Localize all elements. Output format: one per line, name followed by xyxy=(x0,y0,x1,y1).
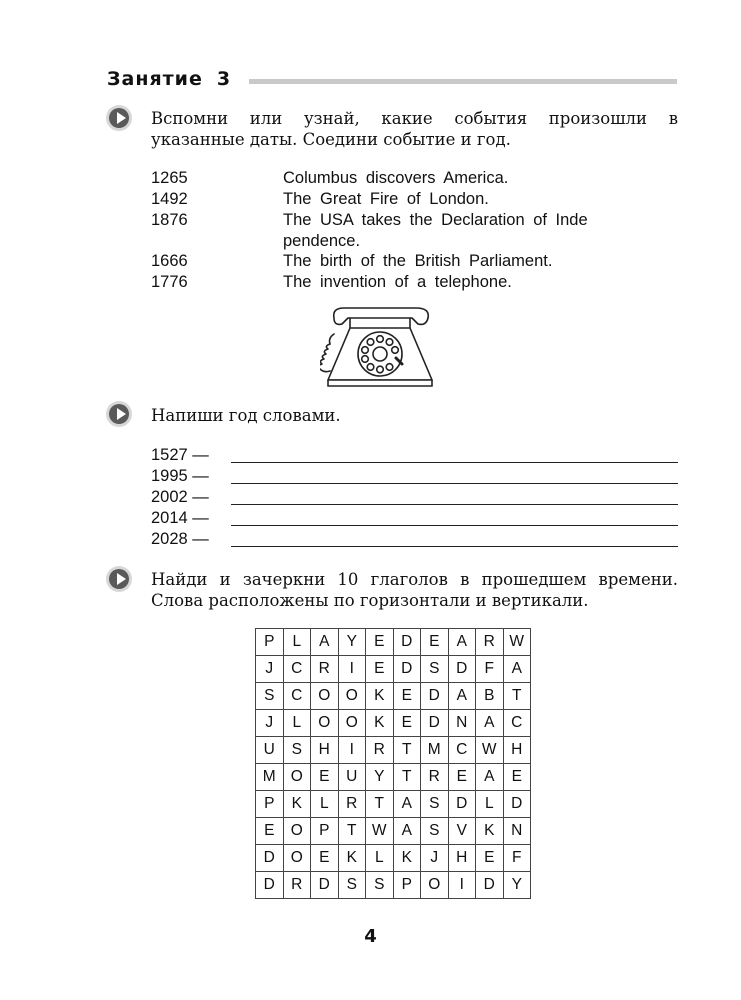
grid-cell[interactable]: D xyxy=(256,872,284,899)
grid-cell[interactable]: Y xyxy=(338,629,366,656)
grid-cell[interactable]: E xyxy=(421,629,449,656)
grid-cell[interactable]: O xyxy=(338,683,366,710)
grid-row xyxy=(256,683,531,710)
grid-cell[interactable]: R xyxy=(366,737,394,764)
list-item xyxy=(151,466,678,487)
event-text: Columbus discovers America. xyxy=(283,169,509,187)
grid-cell[interactable]: W xyxy=(503,629,531,656)
grid-cell[interactable]: C xyxy=(503,710,531,737)
year-label: 1995 — xyxy=(151,467,209,485)
lesson-title xyxy=(107,68,231,90)
lesson-word: Занятие xyxy=(107,68,203,90)
grid-cell[interactable]: J xyxy=(256,710,284,737)
grid-cell[interactable]: S xyxy=(421,791,449,818)
grid-cell[interactable]: C xyxy=(283,656,311,683)
grid-cell[interactable]: N xyxy=(503,818,531,845)
grid-cell[interactable]: E xyxy=(311,764,339,791)
grid-cell[interactable]: A xyxy=(448,629,476,656)
year-label: 1876 xyxy=(151,211,188,229)
grid-cell[interactable]: O xyxy=(283,764,311,791)
answer-line[interactable] xyxy=(231,483,678,484)
grid-cell[interactable]: K xyxy=(338,845,366,872)
play-circle-icon xyxy=(106,566,132,592)
grid-cell[interactable]: L xyxy=(311,791,339,818)
event-text: The invention of a telephone. xyxy=(283,273,512,291)
list-item xyxy=(151,487,678,508)
grid-cell[interactable]: L xyxy=(283,629,311,656)
grid-cell[interactable]: B xyxy=(476,683,504,710)
task2-instruction: Напиши год словами. xyxy=(151,406,341,425)
list-item xyxy=(151,529,678,550)
grid-cell[interactable]: A xyxy=(448,683,476,710)
grid-cell[interactable]: O xyxy=(421,872,449,899)
grid-cell[interactable]: U xyxy=(338,764,366,791)
task1-instruction: Вспомни или узнай, какие события произошли в указанные даты. Соедини событие и год. xyxy=(151,109,678,149)
grid-cell[interactable]: D xyxy=(256,845,284,872)
task3-instruction: Найди и зачеркни 10 глаголов в прошедшем времени. Слова расположены по горизонтали и вертикали. xyxy=(151,570,678,610)
grid-cell[interactable]: P xyxy=(256,791,284,818)
grid-row xyxy=(256,710,531,737)
grid-row xyxy=(256,872,531,899)
rotary-telephone-icon xyxy=(320,304,438,393)
page-number: 4 xyxy=(364,926,377,947)
grid-cell[interactable]: A xyxy=(393,791,421,818)
grid-cell[interactable]: O xyxy=(283,818,311,845)
play-circle-icon xyxy=(106,401,132,427)
grid-cell[interactable]: E xyxy=(393,683,421,710)
grid-cell[interactable]: R xyxy=(338,791,366,818)
grid-cell[interactable]: P xyxy=(256,629,284,656)
grid-cell[interactable]: R xyxy=(476,629,504,656)
grid-cell[interactable]: K xyxy=(476,818,504,845)
grid-cell[interactable]: K xyxy=(393,845,421,872)
grid-cell[interactable]: A xyxy=(311,629,339,656)
grid-cell[interactable]: C xyxy=(448,737,476,764)
grid-cell[interactable]: E xyxy=(393,710,421,737)
grid-cell[interactable]: E xyxy=(366,629,394,656)
word-search-grid xyxy=(255,628,531,899)
grid-cell[interactable]: C xyxy=(283,683,311,710)
event-text: The USA takes the Declaration of Inde pendence. xyxy=(283,211,588,250)
grid-cell[interactable]: T xyxy=(366,791,394,818)
grid-row xyxy=(256,764,531,791)
lesson-number: 3 xyxy=(216,68,232,90)
grid-cell[interactable]: R xyxy=(283,872,311,899)
header-divider xyxy=(249,79,677,84)
year-label: 2002 — xyxy=(151,488,209,506)
grid-cell[interactable]: I xyxy=(448,872,476,899)
grid-cell[interactable]: Y xyxy=(366,764,394,791)
answer-line[interactable] xyxy=(231,546,678,547)
grid-cell[interactable]: L xyxy=(366,845,394,872)
grid-cell[interactable]: H xyxy=(448,845,476,872)
grid-cell[interactable]: E xyxy=(311,845,339,872)
grid-cell[interactable]: D xyxy=(311,872,339,899)
grid-cell[interactable]: S xyxy=(338,872,366,899)
grid-row xyxy=(256,656,531,683)
grid-row xyxy=(256,737,531,764)
list-item xyxy=(151,508,678,529)
grid-cell[interactable]: K xyxy=(366,710,394,737)
grid-cell[interactable]: T xyxy=(338,818,366,845)
grid-cell[interactable]: I xyxy=(338,737,366,764)
answer-line[interactable] xyxy=(231,525,678,526)
grid-cell[interactable]: E xyxy=(448,764,476,791)
grid-cell[interactable]: D xyxy=(421,710,449,737)
grid-cell[interactable]: N xyxy=(448,710,476,737)
year-label: 2014 — xyxy=(151,509,209,527)
grid-row xyxy=(256,629,531,656)
grid-cell[interactable]: O xyxy=(283,845,311,872)
grid-cell[interactable]: K xyxy=(366,683,394,710)
grid-cell[interactable]: W xyxy=(476,737,504,764)
grid-cell[interactable]: U xyxy=(256,737,284,764)
answer-line[interactable] xyxy=(231,462,678,463)
grid-cell[interactable]: O xyxy=(311,710,339,737)
grid-cell[interactable]: T xyxy=(503,683,531,710)
grid-cell[interactable]: D xyxy=(393,629,421,656)
grid-cell[interactable]: O xyxy=(311,683,339,710)
grid-cell[interactable]: D xyxy=(421,683,449,710)
grid-cell[interactable]: J xyxy=(421,845,449,872)
grid-cell[interactable]: D xyxy=(448,791,476,818)
grid-cell[interactable]: F xyxy=(503,845,531,872)
grid-cell[interactable]: S xyxy=(366,872,394,899)
answer-line[interactable] xyxy=(231,504,678,505)
grid-cell[interactable]: V xyxy=(448,818,476,845)
grid-cell[interactable]: W xyxy=(366,818,394,845)
grid-cell[interactable]: R xyxy=(311,656,339,683)
grid-cell[interactable]: I xyxy=(338,656,366,683)
grid-cell[interactable]: A xyxy=(476,764,504,791)
play-circle-icon xyxy=(106,105,132,131)
year-label: 2028 — xyxy=(151,530,209,548)
grid-cell[interactable]: D xyxy=(503,791,531,818)
grid-cell[interactable]: P xyxy=(311,818,339,845)
year-writing-list xyxy=(151,445,678,550)
grid-cell[interactable]: M xyxy=(256,764,284,791)
event-text: The birth of the British Parliament. xyxy=(283,252,553,270)
grid-cell[interactable]: A xyxy=(476,710,504,737)
grid-cell[interactable]: S xyxy=(283,737,311,764)
lesson-header xyxy=(107,68,677,98)
grid-cell[interactable]: T xyxy=(393,764,421,791)
grid-cell[interactable]: E xyxy=(503,764,531,791)
grid-cell[interactable]: L xyxy=(283,710,311,737)
year-label: 1666 xyxy=(151,252,188,270)
grid-cell[interactable]: T xyxy=(393,737,421,764)
grid-cell[interactable]: E xyxy=(476,845,504,872)
grid-cell[interactable]: S xyxy=(256,683,284,710)
grid-cell[interactable]: J xyxy=(256,656,284,683)
grid-cell[interactable]: P xyxy=(393,872,421,899)
event-text: The Great Fire of London. xyxy=(283,190,489,208)
grid-cell[interactable]: D xyxy=(448,656,476,683)
grid-cell[interactable]: D xyxy=(393,656,421,683)
grid-cell[interactable]: H xyxy=(503,737,531,764)
grid-cell[interactable]: S xyxy=(421,818,449,845)
grid-row xyxy=(256,791,531,818)
grid-cell[interactable]: D xyxy=(476,872,504,899)
year-label: 1776 xyxy=(151,273,188,291)
grid-row xyxy=(256,818,531,845)
grid-cell[interactable]: S xyxy=(421,656,449,683)
grid-cell[interactable]: O xyxy=(338,710,366,737)
list-item xyxy=(151,445,678,466)
grid-cell[interactable]: A xyxy=(503,656,531,683)
year-label: 1265 xyxy=(151,169,188,187)
grid-cell[interactable]: L xyxy=(476,791,504,818)
grid-cell[interactable]: K xyxy=(283,791,311,818)
grid-cell[interactable]: Y xyxy=(503,872,531,899)
grid-cell[interactable]: E xyxy=(366,656,394,683)
grid-cell[interactable]: R xyxy=(421,764,449,791)
grid-cell[interactable]: M xyxy=(421,737,449,764)
grid-cell[interactable]: E xyxy=(256,818,284,845)
grid-cell[interactable]: F xyxy=(476,656,504,683)
grid-row xyxy=(256,845,531,872)
grid-cell[interactable]: H xyxy=(311,737,339,764)
year-label: 1527 — xyxy=(151,446,209,464)
grid-cell[interactable]: A xyxy=(393,818,421,845)
year-label: 1492 xyxy=(151,190,188,208)
